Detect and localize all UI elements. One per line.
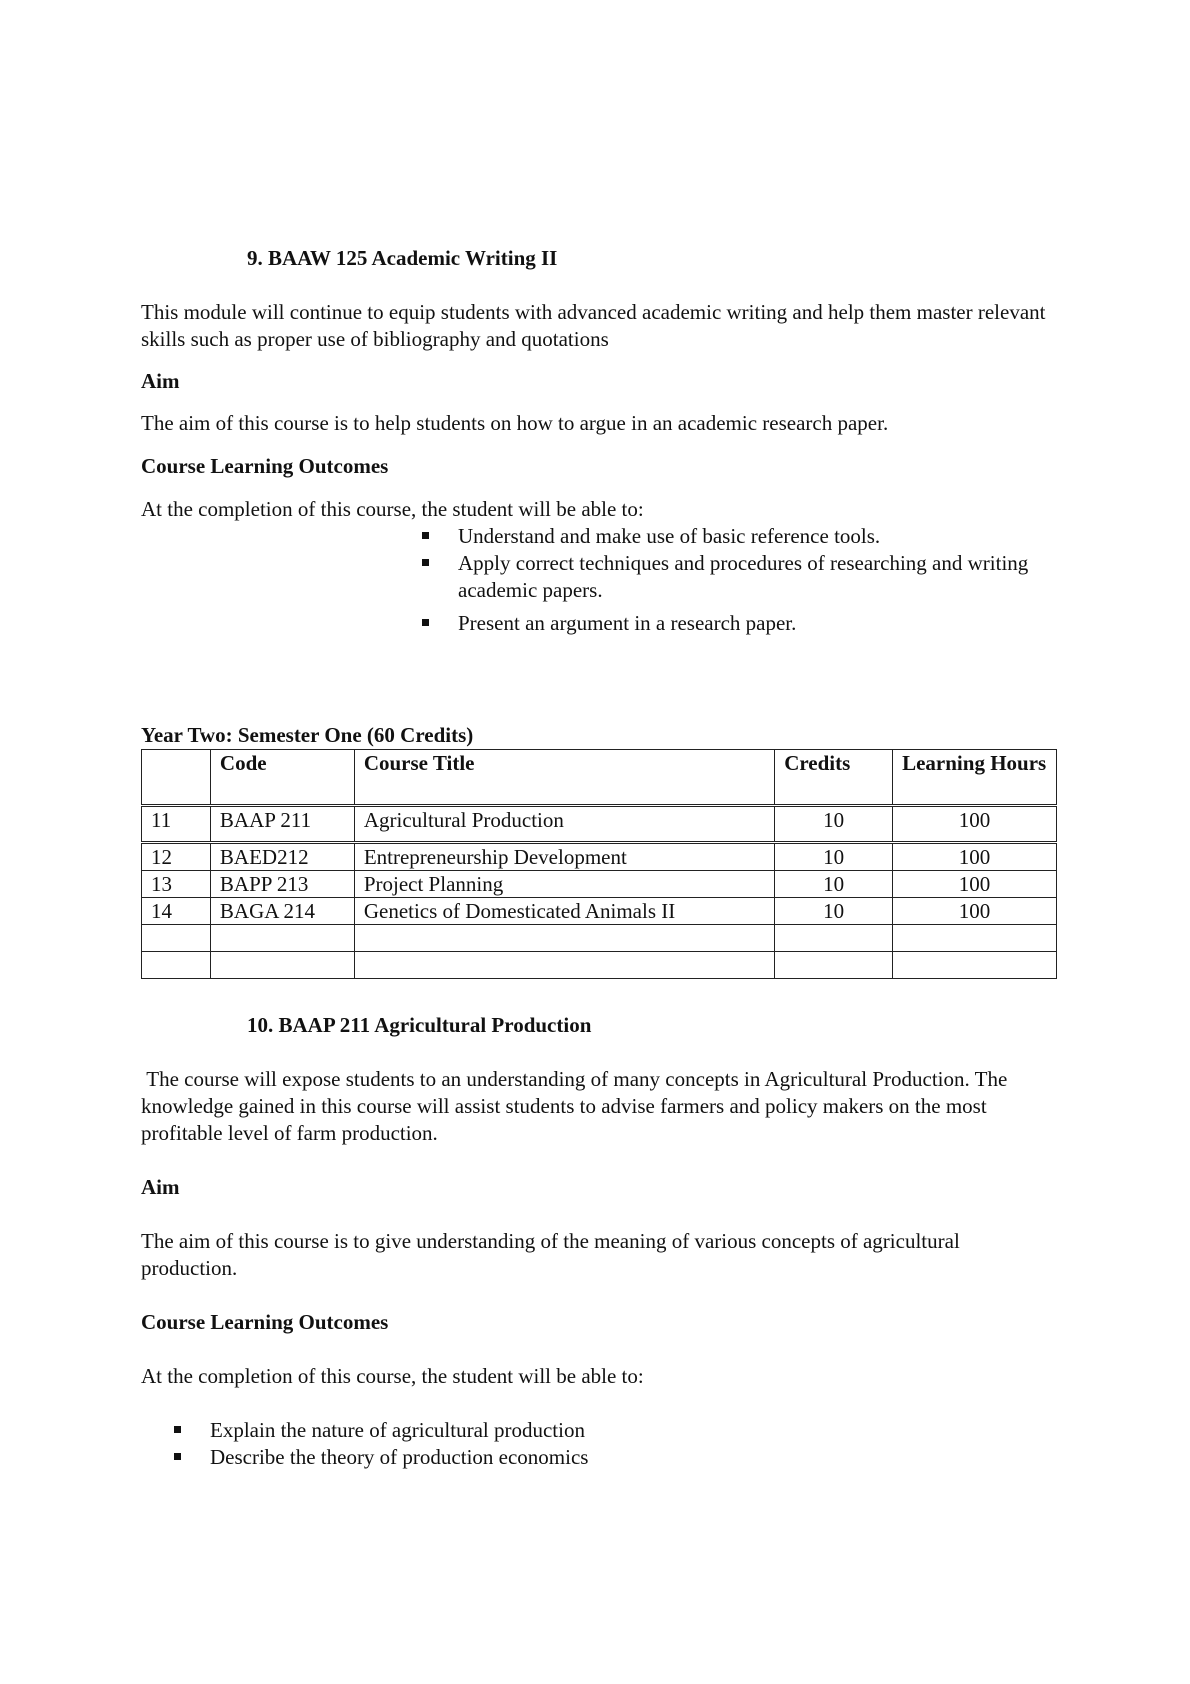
row-number: 13 bbox=[142, 871, 211, 898]
course-title: Project Planning bbox=[354, 871, 774, 898]
empty-cell bbox=[210, 952, 354, 979]
course-code: BAPP 213 bbox=[210, 871, 354, 898]
row-number: 14 bbox=[142, 898, 211, 925]
section-9-outcomes-label: Course Learning Outcomes bbox=[141, 454, 389, 478]
section-9-heading: 9. BAAW 125 Academic Writing II bbox=[247, 246, 558, 270]
square-bullet-icon bbox=[422, 619, 429, 626]
empty-cell bbox=[354, 952, 774, 979]
empty-cell bbox=[893, 925, 1057, 952]
header-cell-hours: Learning Hours bbox=[893, 750, 1057, 806]
row-number: 12 bbox=[142, 843, 211, 871]
course-table bbox=[141, 749, 1057, 979]
course-title: Entrepreneurship Development bbox=[354, 843, 774, 871]
section-10-heading: 10. BAAP 211 Agricultural Production bbox=[247, 1013, 592, 1037]
list-item: Understand and make use of basic reference tools. bbox=[458, 523, 1038, 550]
empty-cell bbox=[775, 952, 893, 979]
header-cell-code: Code bbox=[210, 750, 354, 806]
course-credits: 10 bbox=[775, 898, 893, 925]
header-cell-credits: Credits bbox=[775, 750, 893, 806]
semester-title: Year Two: Semester One (60 Credits) bbox=[141, 723, 474, 747]
empty-table-row bbox=[142, 952, 1057, 979]
section-9-description: This module will continue to equip students with advanced academic writing and help them master relevant skills such as proper use of bibliography and quotations bbox=[141, 300, 1046, 351]
square-bullet-icon bbox=[422, 532, 429, 539]
empty-table-row bbox=[142, 925, 1057, 952]
course-hours: 100 bbox=[893, 843, 1057, 871]
empty-cell bbox=[210, 925, 354, 952]
empty-cell bbox=[893, 952, 1057, 979]
table-header-row bbox=[142, 750, 1057, 806]
table-row bbox=[142, 806, 1057, 843]
section-10-outcomes-intro: At the completion of this course, the student will be able to: bbox=[141, 1364, 644, 1388]
course-title: Genetics of Domesticated Animals II bbox=[354, 898, 774, 925]
course-code: BAAP 211 bbox=[210, 806, 354, 843]
course-title: Agricultural Production bbox=[354, 806, 774, 843]
list-item: Explain the nature of agricultural production bbox=[210, 1417, 910, 1444]
list-item: Describe the theory of production economics bbox=[210, 1444, 910, 1471]
table-row bbox=[142, 871, 1057, 898]
empty-cell bbox=[775, 925, 893, 952]
section-10-outcomes-label: Course Learning Outcomes bbox=[141, 1310, 389, 1334]
section-9-outcomes-intro: At the completion of this course, the student will be able to: bbox=[141, 497, 644, 521]
row-number: 11 bbox=[142, 806, 211, 843]
square-bullet-icon bbox=[422, 559, 429, 566]
course-hours: 100 bbox=[893, 898, 1057, 925]
section-9-aim-label: Aim bbox=[141, 369, 180, 393]
course-hours: 100 bbox=[893, 806, 1057, 843]
table-row bbox=[142, 898, 1057, 925]
course-credits: 10 bbox=[775, 843, 893, 871]
empty-cell bbox=[142, 925, 211, 952]
course-code: BAED212 bbox=[210, 843, 354, 871]
section-10-description: The course will expose students to an understanding of many concepts in Agricultural Production. The knowledge gained in this course will assist students to advise farmers and policy makers on the most profitable level of farm production. bbox=[141, 1067, 1013, 1145]
section-10-aim-text: The aim of this course is to give understanding of the meaning of various concepts of agricultural production. bbox=[141, 1229, 960, 1280]
empty-cell bbox=[354, 925, 774, 952]
square-bullet-icon bbox=[174, 1453, 181, 1460]
header-cell-title: Course Title bbox=[354, 750, 774, 806]
section-10-aim-label: Aim bbox=[141, 1175, 180, 1199]
section-9-outcomes-list bbox=[458, 523, 1038, 637]
course-code: BAGA 214 bbox=[210, 898, 354, 925]
course-hours: 100 bbox=[893, 871, 1057, 898]
list-item: Apply correct techniques and procedures of researching and writing academic papers. bbox=[458, 550, 1038, 604]
list-item: Present an argument in a research paper. bbox=[458, 610, 1038, 637]
empty-cell bbox=[142, 952, 211, 979]
course-credits: 10 bbox=[775, 871, 893, 898]
header-cell bbox=[142, 750, 211, 806]
section-9-aim-text: The aim of this course is to help students on how to argue in an academic research paper. bbox=[141, 411, 889, 435]
square-bullet-icon bbox=[174, 1426, 181, 1433]
section-10-outcomes-list bbox=[210, 1417, 910, 1471]
course-credits: 10 bbox=[775, 806, 893, 843]
table-row bbox=[142, 843, 1057, 871]
